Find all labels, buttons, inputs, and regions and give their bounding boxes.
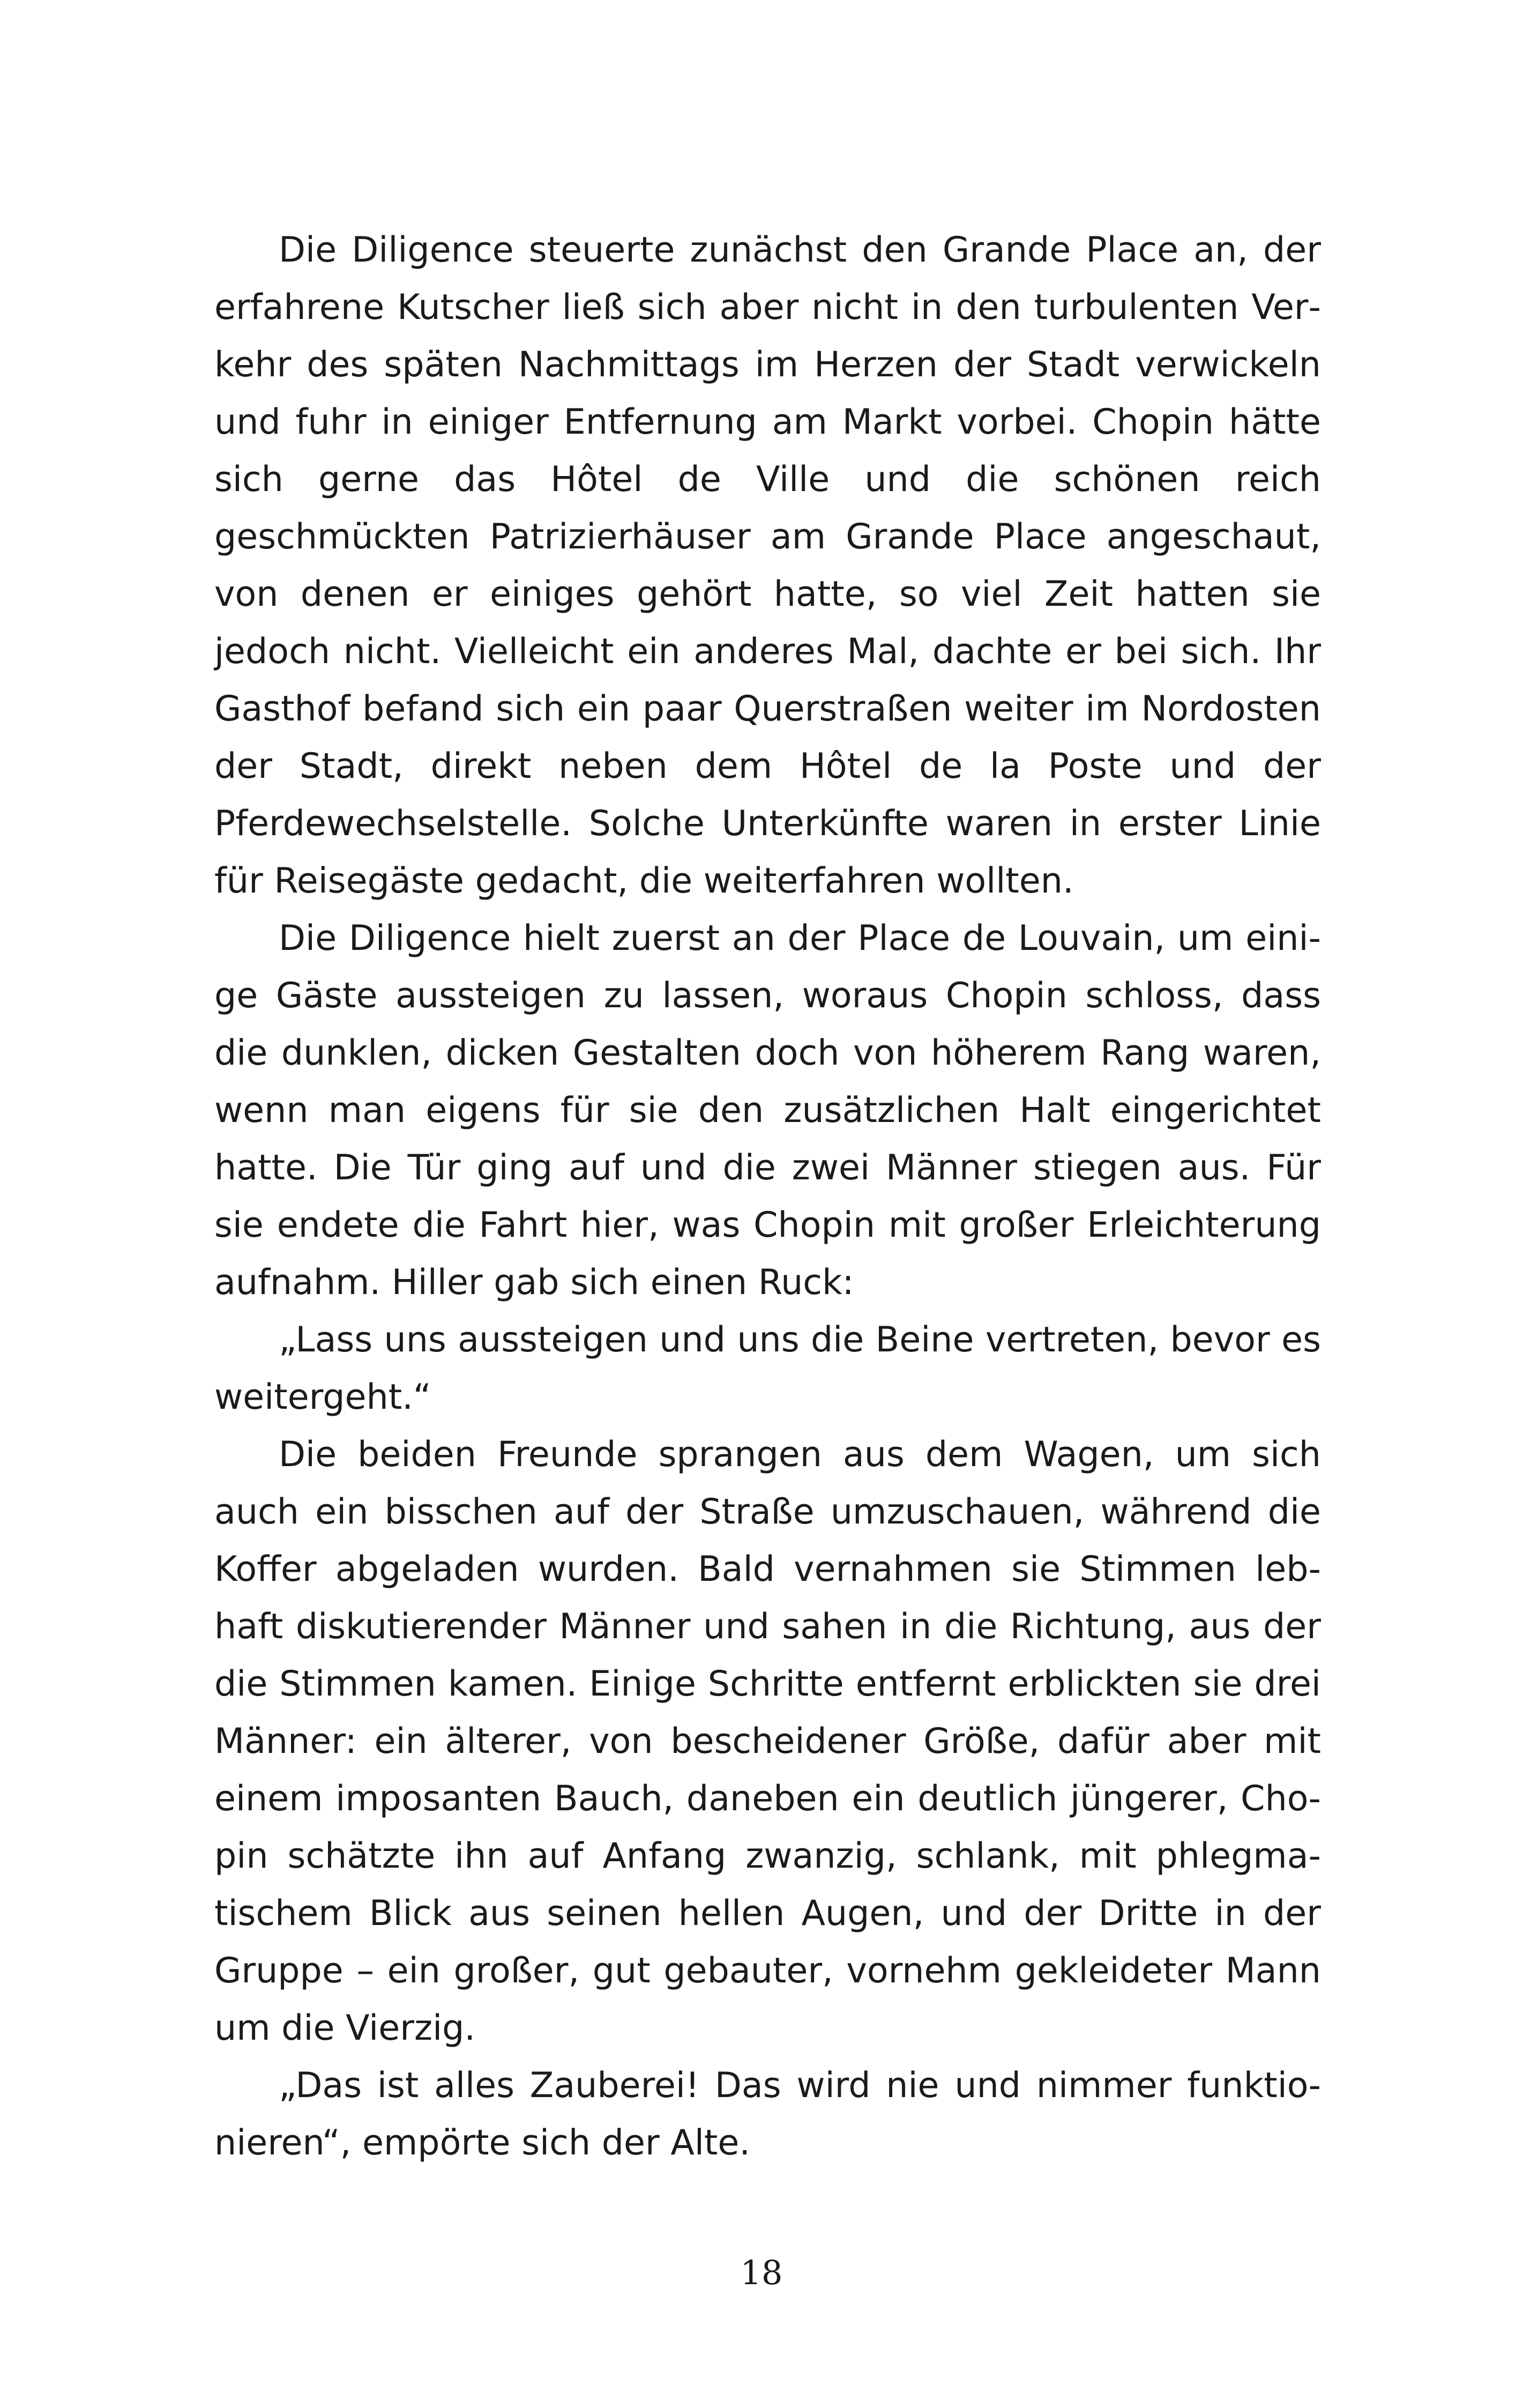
body-text [214, 221, 1321, 2172]
paragraph-4: Die beiden Freunde sprangen aus dem Wagen, um sich auch ein bisschen auf der Straße umzuschauen, während die Koffer abgeladen wurden. Bald vernahmen sie Stimmen lebhaft diskutierender Männer und sahen in die Richtung, aus der die Stimmen kamen. Einige Schritte entfernt erblickten sie drei Männer: ein älterer, von bescheidener Größe, dafür aber mit einem imposanten Bauch, daneben ein deutlich jüngerer, Chopin schätzte ihn auf Anfang zwanzig, schlank, mit phlegmatischem Blick aus seinen hellen Augen, und der Dritte in der Gruppe – ein großer, gut gebauter, vornehm gekleideter Mann um die Vierzig. [214, 1435, 1321, 2048]
paragraph-5: „Das ist alles Zauberei! Das wird nie und nimmer funktionieren“, empörte sich der Alte. [214, 2065, 1321, 2163]
paragraph-3: „Lass uns aussteigen und uns die Beine vertreten, bevor es weitergeht.“ [214, 1320, 1321, 1417]
paragraph-1: Die Diligence steuerte zunächst den Grande Place an, der erfahrene Kutscher ließ sich aber nicht in den turbulenten Verkehr des späten Nachmittags im Herzen der Stadt verwickeln und fuhr in einiger Entfernung am Markt vorbei. Chopin hätte sich gerne das Hôtel de Ville und die schönen reich geschmückten Patrizierhäuser am Grande Place angeschaut, von denen er einiges gehört hatte, so viel Zeit hatten sie jedoch nicht. Vielleicht ein anderes Mal, dachte er bei sich. Ihr Gasthof befand sich ein paar Querstraßen weiter im Nordosten der Stadt, direkt neben dem Hôtel de la Poste und der Pferdewechselstelle. Solche Unterkünfte waren in erster Linie für Reisegäste gedacht, die weiterfahren wollten. [214, 230, 1321, 901]
page-number: 18 [740, 2253, 783, 2292]
paragraph-2: Die Diligence hielt zuerst an der Place de Louvain, um einige Gäste aussteigen zu lassen, woraus Chopin schloss, dass die dunklen, dicken Gestalten doch von höherem Rang waren, wenn man eigens für sie den zusätzlichen Halt eingerichtet hatte. Die Tür ging auf und die zwei Männer stiegen aus. Für sie endete die Fahrt hier, was Chopin mit großer Erleichterung aufnahm. Hiller gab sich einen Ruck: [214, 918, 1321, 1303]
